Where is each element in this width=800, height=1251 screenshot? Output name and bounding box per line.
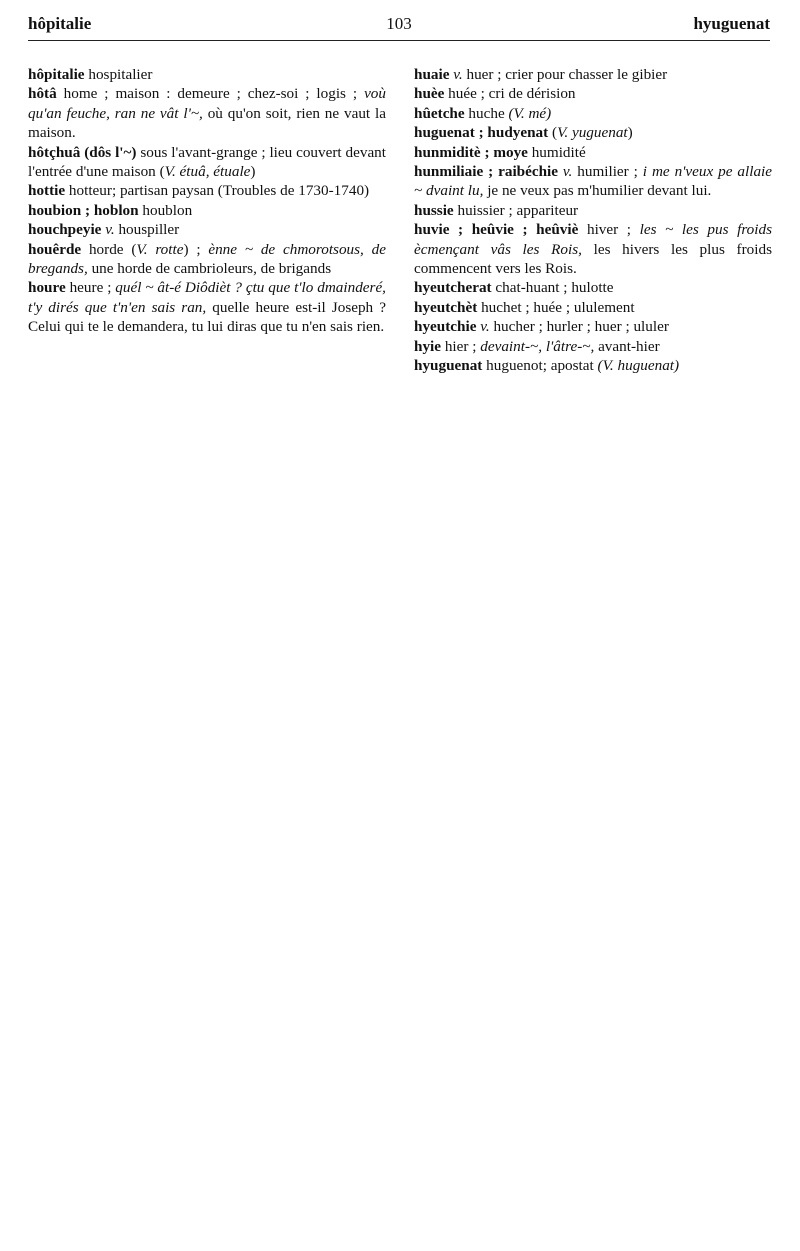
definition-text: ) xyxy=(627,124,633,142)
headword: hyuguenat xyxy=(414,357,483,375)
dictionary-entry xyxy=(28,278,386,336)
headword: huvie ; heûvie ; heûviè xyxy=(414,221,579,239)
grammar-tag: v. xyxy=(476,318,490,336)
definition-text: sous l'avant-grange ; lieu couvert devant l'entrée d'une maison ( xyxy=(28,143,386,181)
definition-text: huguenot; apostat xyxy=(482,357,598,375)
headword: houre xyxy=(28,279,66,297)
definition-text: hiver ; xyxy=(578,221,640,239)
headword: hottie xyxy=(28,182,66,200)
dictionary-entry xyxy=(414,220,772,278)
example-text: ènne ~ de chmorotsous, de bregands, xyxy=(28,240,386,278)
headword: huèe xyxy=(414,85,445,103)
definition-text: humilier ; xyxy=(572,163,643,181)
headword: hunmiditè ; moye xyxy=(414,143,528,161)
definition-text: les hivers les plus froids commencent vers les Rois. xyxy=(414,240,772,278)
dictionary-entry xyxy=(414,84,772,103)
dictionary-entry xyxy=(414,143,772,162)
definition-text: hotteur; partisan paysan (Troubles de 1730-1740) xyxy=(65,182,370,200)
dictionary-entry xyxy=(28,181,386,200)
definition-text: huée ; cri de dérision xyxy=(444,85,576,103)
definition-text: home ; maison : demeure ; chez-soi ; logis ; xyxy=(56,85,365,103)
definition-text: quelle heure est-il Joseph ? Celui qui te le demandera, tu lui diras que tu n'en sais rien. xyxy=(28,298,386,336)
headword: hyie xyxy=(414,337,442,355)
headword: huaie xyxy=(414,66,450,83)
dictionary-entry xyxy=(414,356,772,375)
example-text: V. yuguenat xyxy=(557,124,628,142)
dictionary-entry xyxy=(414,123,772,142)
dictionary-entry xyxy=(28,65,386,84)
dictionary-entry xyxy=(414,337,772,356)
page-number: 103 xyxy=(386,14,412,33)
dictionary-entry xyxy=(414,201,772,220)
definition-text: hucher ; hurler ; huer ; ululer xyxy=(489,318,669,336)
definition-text: hospitalier xyxy=(84,66,153,83)
dictionary-entry xyxy=(414,317,772,336)
dictionary-entry xyxy=(414,104,772,123)
example-text: V. étuâ, étuale xyxy=(164,163,251,181)
definition-text: huer ; crier pour chasser le gibier xyxy=(462,66,668,83)
right-guide-word: hyuguenat xyxy=(693,14,770,33)
headword: hunmiliaie ; raibéchie xyxy=(414,163,558,181)
definition-text: chat-huant ; hulotte xyxy=(491,279,614,297)
dictionary-entry xyxy=(414,298,772,317)
headword: huguenat ; hudyenat xyxy=(414,124,549,142)
definition-text: hier ; xyxy=(441,337,481,355)
definition-text: huchet ; huée ; ululement xyxy=(477,298,635,316)
definition-text: humidité xyxy=(527,143,586,161)
definition-text: houspiller xyxy=(114,221,180,239)
dictionary-entry xyxy=(414,65,772,84)
definition-text: houblon xyxy=(138,201,193,219)
definition-text: heure ; xyxy=(65,279,116,297)
dictionary-entry xyxy=(28,220,386,239)
grammar-tag: v. xyxy=(558,163,573,181)
definition-text: huissier ; appariteur xyxy=(453,201,579,219)
headword: hûetche xyxy=(414,104,465,122)
example-text: i me n'veux pe allaie ~ dvaint lu, xyxy=(414,163,772,200)
grammar-tag: v. xyxy=(449,66,463,83)
definition-text: je ne veux pas m'humilier devant lui. xyxy=(483,182,712,200)
dictionary-entry xyxy=(28,201,386,220)
headword: hyeutcherat xyxy=(414,279,492,297)
example-text: voù qu'an feuche, ran ne vât l'~, xyxy=(28,85,386,122)
example-text: (V. mé) xyxy=(508,104,552,122)
headword: houchpeyie xyxy=(28,221,102,239)
headword: hôtâ xyxy=(28,85,57,103)
definition-text: une horde de cambrioleurs, de brigands xyxy=(87,260,332,278)
example-text: (V. huguenat) xyxy=(597,357,680,375)
dictionary-entry xyxy=(414,162,772,201)
definition-text: huche xyxy=(464,104,509,122)
dictionary-entry xyxy=(28,143,386,182)
dictionary-entry xyxy=(28,84,386,142)
grammar-tag: v. xyxy=(101,221,115,239)
dictionary-entry xyxy=(28,240,386,279)
left-column xyxy=(28,65,386,337)
definition-text: ) ; xyxy=(183,240,209,258)
headword: houbion ; hoblon xyxy=(28,201,139,219)
example-text: les ~ les pus froids ècmençant vâs les Rois, xyxy=(414,221,772,258)
example-text: devaint-~, l'âtre-~, xyxy=(480,337,595,355)
definition-text: horde ( xyxy=(81,240,137,258)
definition-text: où qu'on soit, rien ne vaut la maison. xyxy=(28,104,386,142)
definition-text: ) xyxy=(250,163,256,181)
right-column xyxy=(414,65,772,376)
headword: hussie xyxy=(414,201,454,219)
headword: hyeutchèt xyxy=(414,298,478,316)
definition-text: avant-hier xyxy=(594,337,660,355)
left-guide-word: hôpitalie xyxy=(28,14,92,33)
headword: hyeutchie xyxy=(414,318,477,336)
headword: hôtçhuâ (dôs l'~) xyxy=(28,143,137,161)
headword: houêrde xyxy=(28,240,82,258)
headword: hôpitalie xyxy=(28,66,85,83)
dictionary-entry xyxy=(414,278,772,297)
page-header xyxy=(28,14,770,38)
header-rule xyxy=(28,40,770,41)
example-text: quél ~ ât-é Diôdièt ? çtu que t'lo dmainderé, t'y dirés que t'n'en sais ran, xyxy=(28,279,386,316)
example-text: V. rotte xyxy=(136,240,184,258)
definition-text: ( xyxy=(548,124,558,142)
